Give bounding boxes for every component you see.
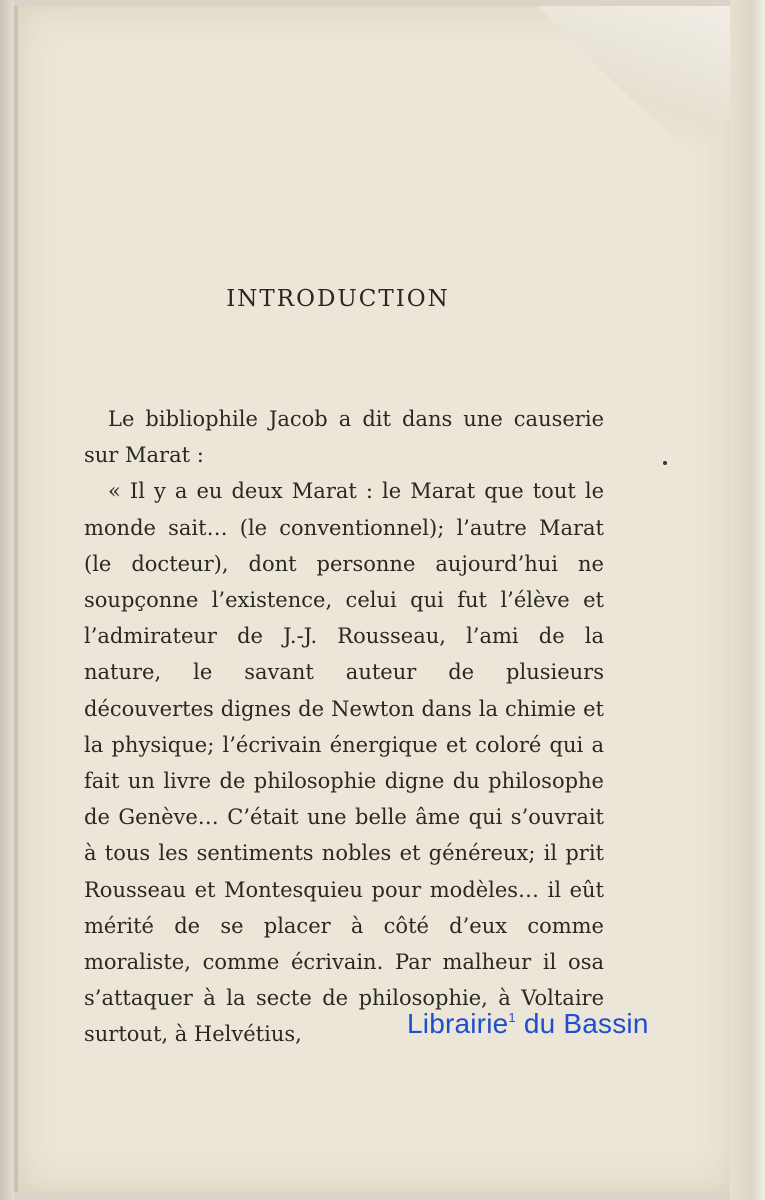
body-text	[84, 401, 604, 1053]
book-spine	[0, 0, 14, 1200]
watermark	[407, 1008, 649, 1040]
ink-spot	[663, 461, 667, 465]
watermark-name: Librairie	[407, 1008, 509, 1039]
paragraph-quote: « Il y a eu deux Marat : le Marat que tout le monde sait… (le conventionnel); l’autre Marat (le docteur), dont personne aujourd’hui ne soupçonne l’existence, celui qui fut l’élève et l’admirateur de J.-J. Rousseau, l’ami de la nature, le savant auteur de plusieurs découvertes dignes de Newton dans la chimie et la physique; l’écrivain énergique et coloré qui a fait un livre de philosophie digne du philosophe de Genève… C’était une belle âme qui s’ouvrait à tous les sentiments nobles et généreux; il prit Rousseau et Montesquieu pour modèles… il eût mérité de se placer à côté d’eux comme moraliste, comme écrivain. Par malheur il osa s’attaquer à la secte de philosophie, à Voltaire surtout, à Helvétius,	[84, 479, 604, 1047]
page-title: INTRODUCTION	[226, 286, 450, 312]
watermark-superscript: 1	[508, 1010, 516, 1025]
paragraph-intro: Le bibliophile Jacob a dit dans une causerie sur Marat :	[84, 407, 604, 468]
watermark-suffix: du Bassin	[515, 1008, 649, 1039]
page-edges	[730, 0, 765, 1200]
